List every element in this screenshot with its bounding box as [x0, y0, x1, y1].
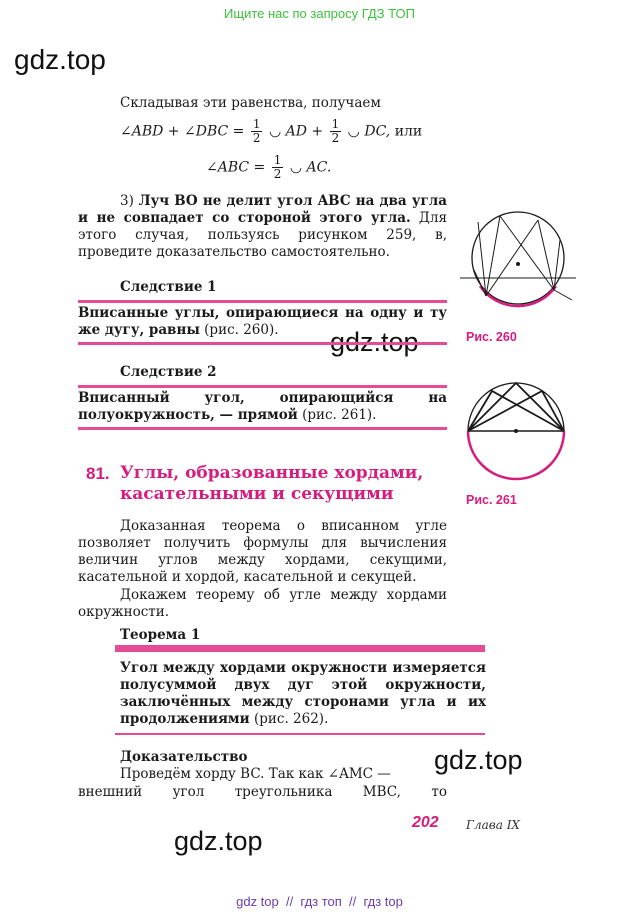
corollary2-title: Следствие 2 — [120, 364, 217, 380]
corollary1-text — [78, 305, 447, 339]
fig260-center — [516, 262, 520, 266]
fraction-den: 2 — [273, 167, 282, 181]
section-title-line: Углы, образованные хордами, — [120, 463, 424, 483]
formula-part: AC. — [306, 159, 332, 176]
proof-word: внешний — [78, 784, 143, 800]
fig260-chord — [486, 216, 500, 296]
corollary2-box — [78, 385, 447, 430]
case3-number: 3) — [120, 193, 134, 209]
fig260-chord — [554, 290, 572, 300]
proof-word: треугольника — [234, 784, 333, 800]
section-number: 81. — [86, 464, 110, 483]
formula-1 — [120, 118, 422, 145]
top-banner: Ищите нас по запросу ГДЗ ТОП — [224, 6, 415, 21]
fig261-center — [514, 429, 518, 433]
fraction — [330, 118, 342, 145]
theorem-bottom-line — [115, 733, 485, 735]
arc-symbol: ◡ — [268, 123, 282, 140]
figure-261 — [462, 380, 572, 490]
watermark: gdz.top — [14, 44, 106, 75]
theorem-statement: Угол между хордами окружности измеряется полусуммой двух дуг этой окружности, заключённых между сторонами угла и их продолжениями — [120, 660, 486, 727]
fig261-caption: Рис. 261 — [466, 493, 517, 507]
section-title — [120, 463, 450, 505]
formula-part: ∠ABD + ∠DBC = — [120, 123, 245, 140]
page-number: 202 — [412, 814, 439, 831]
theorem-bar — [115, 645, 485, 652]
formula-part: DC, — [364, 123, 391, 140]
footer-links: gdz top // гдз топ // гдз top — [236, 894, 403, 909]
theorem-text — [120, 660, 486, 728]
formula-part: или — [394, 123, 423, 140]
fraction-num: 1 — [331, 117, 340, 131]
figure-260 — [460, 210, 580, 320]
arc-symbol: ◡ — [347, 123, 360, 140]
case3-rest: Для этого случая, пользуясь рисунком 259, в, проведите доказательство самостоятельно. — [78, 210, 447, 260]
corollary1-box — [78, 300, 447, 345]
theorem-ref: (рис. 262). — [253, 711, 329, 727]
watermark: gdz.top — [434, 745, 523, 775]
corollary1-statement: Вписанные углы, опирающиеся на одну и ту же дугу, равны — [78, 305, 447, 338]
fraction-num: 1 — [273, 153, 282, 167]
formula-part: AD + — [285, 123, 324, 140]
proof-line-1: Проведём хорду BC. Так как ∠AMC — — [120, 766, 391, 782]
proof-word: то — [431, 784, 447, 800]
formula-part: ∠ABC = — [206, 159, 266, 176]
case3-paragraph — [78, 193, 447, 261]
arc-symbol: ◡ — [289, 159, 303, 176]
fraction-num: 1 — [252, 117, 261, 131]
corollary1-title: Следствие 1 — [120, 279, 217, 295]
fraction — [251, 118, 263, 145]
fig260-caption: Рис. 260 — [466, 330, 517, 344]
theorem-title: Теорема 1 — [120, 627, 201, 643]
corollary2-text — [78, 390, 447, 424]
section-paragraph-1: Доказанная теорема о вписанном угле позволяет получить формулы для вычисления величин углов между хордами, секущими, касательной и хордой, касательной и секущей. — [78, 518, 447, 585]
proof-title: Доказательство — [120, 749, 248, 765]
fraction-den: 2 — [331, 131, 340, 145]
intro-line: Складывая эти равенства, получаем — [120, 95, 381, 111]
proof-word: MBC, — [362, 784, 401, 800]
watermark: gdz.top — [330, 327, 419, 357]
fraction-den: 2 — [252, 131, 261, 145]
proof-word: угол — [172, 784, 205, 800]
fig261-arc — [468, 431, 564, 479]
formula-2 — [206, 154, 331, 181]
section-title-line: касательными и секущими — [120, 484, 394, 504]
case3-statement: Луч BO не делит угол ABC на два угла и не совпадает со стороной этого угла. — [78, 193, 448, 226]
corollary2-statement: Вписанный угол, опирающийся на полуокружность, — прямой — [78, 390, 447, 423]
section-paragraph-2: Докажем теорему об угле между хордами окружности. — [78, 587, 447, 620]
proof-line-2 — [78, 784, 447, 801]
corollary2-ref: (рис. 261). — [302, 407, 377, 423]
fig260-chord — [478, 222, 486, 296]
corollary1-ref: (рис. 260). — [204, 322, 279, 338]
watermark: gdz.top — [174, 826, 263, 856]
chapter-label: Глава IX — [466, 818, 520, 832]
fraction — [272, 154, 284, 181]
